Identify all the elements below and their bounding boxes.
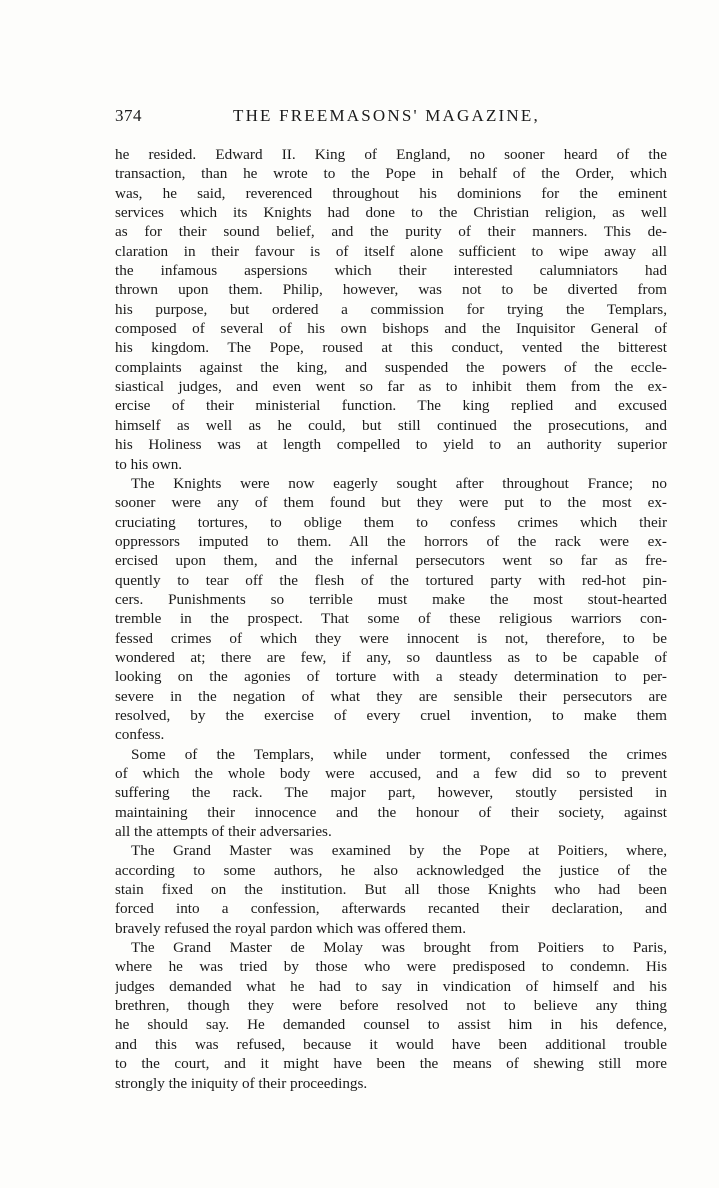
text-line: fessed crimes of which they were innocent is not, therefore, to be [115, 629, 667, 647]
text-line: confess. [115, 726, 165, 744]
text-line: suffering the rack. The major part, however, stoutly persisted in [115, 784, 667, 802]
text-line: complaints against the king, and suspended the powers of the eccle- [115, 358, 667, 376]
text-line: The Grand Master was examined by the Pope at Poitiers, where, [131, 842, 667, 860]
text-line: the infamous aspersions which their interested calumniators had [115, 262, 667, 280]
text-line: claration in their favour is of itself alone sufficient to wipe away all [115, 242, 667, 260]
paragraph [115, 145, 667, 474]
page-header [115, 106, 667, 134]
text-line: forced into a confession, afterwards recanted their declaration, and [115, 900, 667, 918]
text-line: brethren, though they were before resolved not to believe any thing [115, 997, 667, 1015]
text-line: siastical judges, and even went so far as to inhibit them from the ex- [115, 378, 667, 396]
text-line: transaction, than he wrote to the Pope in behalf of the Order, which [115, 165, 667, 183]
text-line: composed of several of his own bishops and the Inquisitor General of [115, 320, 667, 338]
text-line: his purpose, but ordered a commission for trying the Templars, [115, 300, 667, 318]
paragraph [115, 841, 667, 938]
text-line: oppressors imputed to them. All the horrors of the rack were ex- [115, 532, 667, 550]
paragraph [115, 745, 667, 842]
text-line: cruciating tortures, to oblige them to confess crimes which their [115, 513, 667, 531]
text-line: where he was tried by those who were predisposed to condemn. His [115, 958, 667, 976]
text-line: he resided. Edward II. King of England, no sooner heard of the [115, 146, 667, 163]
paragraph [115, 474, 667, 745]
text-line: himself as well as he could, but still continued the prosecutions, and [115, 416, 667, 434]
text-line: quently to tear off the flesh of the tortured party with red-hot pin- [115, 571, 667, 589]
text-line: to the court, and it might have been the means of shewing still more [115, 1055, 667, 1073]
body-text [115, 145, 667, 1093]
text-line: services which its Knights had done to the Christian religion, as well [115, 204, 667, 222]
text-line: wondered at; there are few, if any, so dauntless as to be capable of [115, 648, 667, 666]
text-line: severe in the negation of what they are sensible their persecutors are [115, 687, 667, 705]
text-line: was, he said, reverenced throughout his dominions for the eminent [115, 184, 667, 202]
text-line: maintaining their innocence and the honour of their society, against [115, 803, 667, 821]
text-line: tremble in the prospect. That some of these religious warriors con- [115, 610, 667, 628]
text-line: looking on the agonies of torture with a steady determination to per- [115, 668, 667, 686]
text-line: stain fixed on the institution. But all those Knights who had been [115, 881, 667, 899]
text-line: thrown upon them. Philip, however, was not to be diverted from [115, 281, 667, 299]
text-line: ercised upon them, and the infernal persecutors went so far as fre- [115, 552, 667, 570]
text-line: The Grand Master de Molay was brought from Poitiers to Paris, [131, 939, 667, 957]
paragraph [115, 938, 667, 1093]
page-number: 374 [115, 106, 142, 125]
text-line: all the attempts of their adversaries. [115, 823, 332, 841]
text-line: judges demanded what he had to say in vindication of himself and his [115, 977, 667, 995]
text-line: cers. Punishments so terrible must make the most stout-hearted [115, 590, 667, 608]
running-title: THE FREEMASONS' MAGAZINE, [233, 106, 540, 125]
text-line: ercise of their ministerial function. The king replied and excused [115, 397, 667, 415]
text-line: according to some authors, he also acknowledged the justice of the [115, 861, 667, 879]
text-line: and this was refused, because it would have been additional trouble [115, 1035, 667, 1053]
text-line: of which the whole body were accused, and a few did so to prevent [115, 765, 667, 782]
text-line: his kingdom. The Pope, roused at this conduct, vented the bitterest [115, 339, 667, 357]
text-line: to his own. [115, 455, 183, 473]
text-line: Some of the Templars, while under torment, confessed the crimes [131, 745, 667, 763]
text-line: sooner were any of them found but they were put to the most ex- [115, 494, 667, 512]
text-line: he should say. He demanded counsel to assist him in his defence, [115, 1016, 667, 1034]
text-line: The Knights were now eagerly sought after throughout France; no [131, 474, 667, 492]
text-line: resolved, by the exercise of every cruel invention, to make them [115, 706, 667, 724]
text-line: his Holiness was at length compelled to yield to an authority superior [115, 436, 667, 454]
text-line: as for their sound belief, and the purity of their manners. This de- [115, 223, 667, 241]
text-line: bravely refused the royal pardon which was offered them. [115, 919, 467, 937]
text-line: strongly the iniquity of their proceedings. [115, 1074, 368, 1092]
